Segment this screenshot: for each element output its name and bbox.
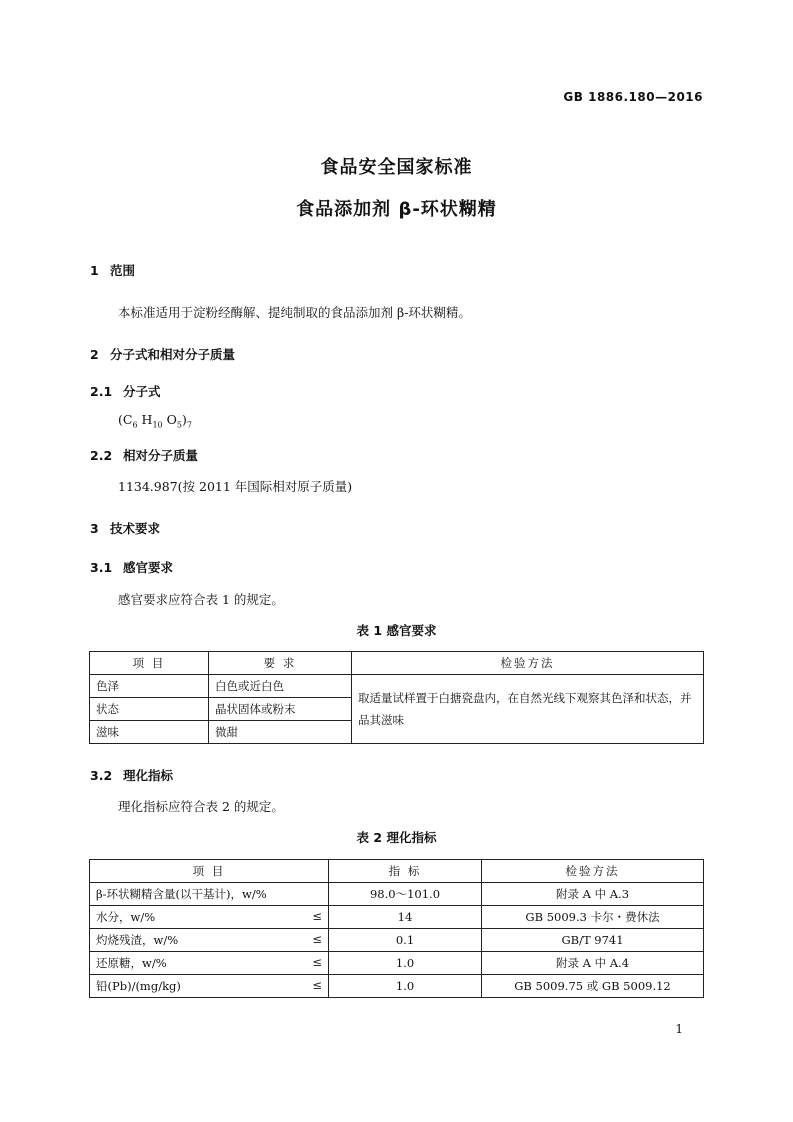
page-number: 1 bbox=[675, 1022, 683, 1036]
table-cell: 0.1 bbox=[329, 929, 482, 952]
column-header: 指 标 bbox=[329, 860, 482, 883]
table-cell: β-环状糊精含量(以干基计)，w/% bbox=[90, 883, 329, 906]
table-2 bbox=[89, 859, 704, 998]
table-row bbox=[90, 675, 704, 698]
table-row bbox=[90, 906, 704, 929]
section-2-heading bbox=[90, 345, 235, 363]
table-cell: 附录 A 中 A.3 bbox=[482, 883, 704, 906]
section-1-text: 本标准适用于淀粉经酶解、提纯制取的食品添加剂 β-环状糊精。 bbox=[118, 305, 471, 320]
table-cell: 还原糖，w/% ≤ bbox=[90, 952, 329, 975]
molecular-mass-text: 1134.987(按 2011 年国际相对原子质量) bbox=[118, 479, 353, 494]
molecular-formula: ($C_6$ $H_{10}$ $O_5)_7$ bbox=[118, 412, 192, 430]
section-number: 2 bbox=[90, 347, 99, 362]
section-3-2-text: 理化指标应符合表 2 的规定。 bbox=[118, 799, 284, 814]
section-title: 技术要求 bbox=[110, 521, 161, 536]
section-number: 3.1 bbox=[90, 560, 113, 575]
table-cell: 状态 bbox=[90, 698, 209, 721]
section-title: 理化指标 bbox=[123, 768, 174, 783]
section-3-heading bbox=[90, 519, 160, 537]
section-title: 分子式 bbox=[123, 384, 161, 399]
table-cell: GB 5009.3 卡尔・费休法 bbox=[482, 906, 704, 929]
table-cell: 晶状固体或粉末 bbox=[209, 698, 352, 721]
table-cell: 98.0～101.0 bbox=[329, 883, 482, 906]
document-title: 食品安全国家标准 bbox=[320, 157, 473, 178]
section-title: 范围 bbox=[110, 263, 136, 278]
table-cell: 微甜 bbox=[209, 721, 352, 744]
table-header-row bbox=[90, 860, 704, 883]
standard-code: GB 1886.180—2016 bbox=[563, 90, 703, 104]
section-3-1-text: 感官要求应符合表 1 的规定。 bbox=[118, 592, 284, 607]
table-cell: GB 5009.75 或 GB 5009.12 bbox=[482, 975, 704, 998]
table-cell: 水分，w/% ≤ bbox=[90, 906, 329, 929]
section-number: 3.2 bbox=[90, 768, 113, 783]
table-1-caption: 表 1 感官要求 bbox=[356, 623, 437, 638]
table-cell: 色泽 bbox=[90, 675, 209, 698]
table-cell: 滋味 bbox=[90, 721, 209, 744]
table-row bbox=[90, 975, 704, 998]
section-number: 3 bbox=[90, 521, 99, 536]
section-1-heading bbox=[90, 261, 135, 279]
table-row bbox=[90, 952, 704, 975]
table-cell: 灼烧残渣，w/% ≤ bbox=[90, 929, 329, 952]
section-2-2-heading bbox=[90, 446, 198, 464]
table-row bbox=[90, 883, 704, 906]
section-number: 2.2 bbox=[90, 448, 113, 463]
table-cell: 铅(Pb)/(mg/kg) ≤ bbox=[90, 975, 329, 998]
column-header: 检验方法 bbox=[352, 652, 704, 675]
section-title: 相对分子质量 bbox=[123, 448, 199, 463]
table-1 bbox=[89, 651, 704, 744]
table-2-caption: 表 2 理化指标 bbox=[356, 830, 437, 845]
table-cell: 附录 A 中 A.4 bbox=[482, 952, 704, 975]
column-header: 要 求 bbox=[209, 652, 352, 675]
table-cell: 白色或近白色 bbox=[209, 675, 352, 698]
section-number: 1 bbox=[90, 263, 99, 278]
document-subtitle: 食品添加剂 β-环状糊精 bbox=[296, 199, 497, 220]
table-cell: GB/T 9741 bbox=[482, 929, 704, 952]
column-header: 项 目 bbox=[90, 652, 209, 675]
section-number: 2.1 bbox=[90, 384, 113, 399]
table-cell-method: 取适量试样置于白搪瓷盘内，在自然光线下观察其色泽和状态，并品其滋味 bbox=[352, 675, 704, 744]
table-cell: 14 bbox=[329, 906, 482, 929]
column-header: 项 目 bbox=[90, 860, 329, 883]
section-title: 分子式和相对分子质量 bbox=[110, 347, 236, 362]
section-3-2-heading bbox=[90, 766, 173, 784]
column-header: 检验方法 bbox=[482, 860, 704, 883]
table-cell: 1.0 bbox=[329, 975, 482, 998]
table-cell: 1.0 bbox=[329, 952, 482, 975]
section-3-1-heading bbox=[90, 558, 173, 576]
table-row bbox=[90, 929, 704, 952]
section-title: 感官要求 bbox=[123, 560, 174, 575]
section-2-1-heading bbox=[90, 382, 161, 400]
table-header-row bbox=[90, 652, 704, 675]
